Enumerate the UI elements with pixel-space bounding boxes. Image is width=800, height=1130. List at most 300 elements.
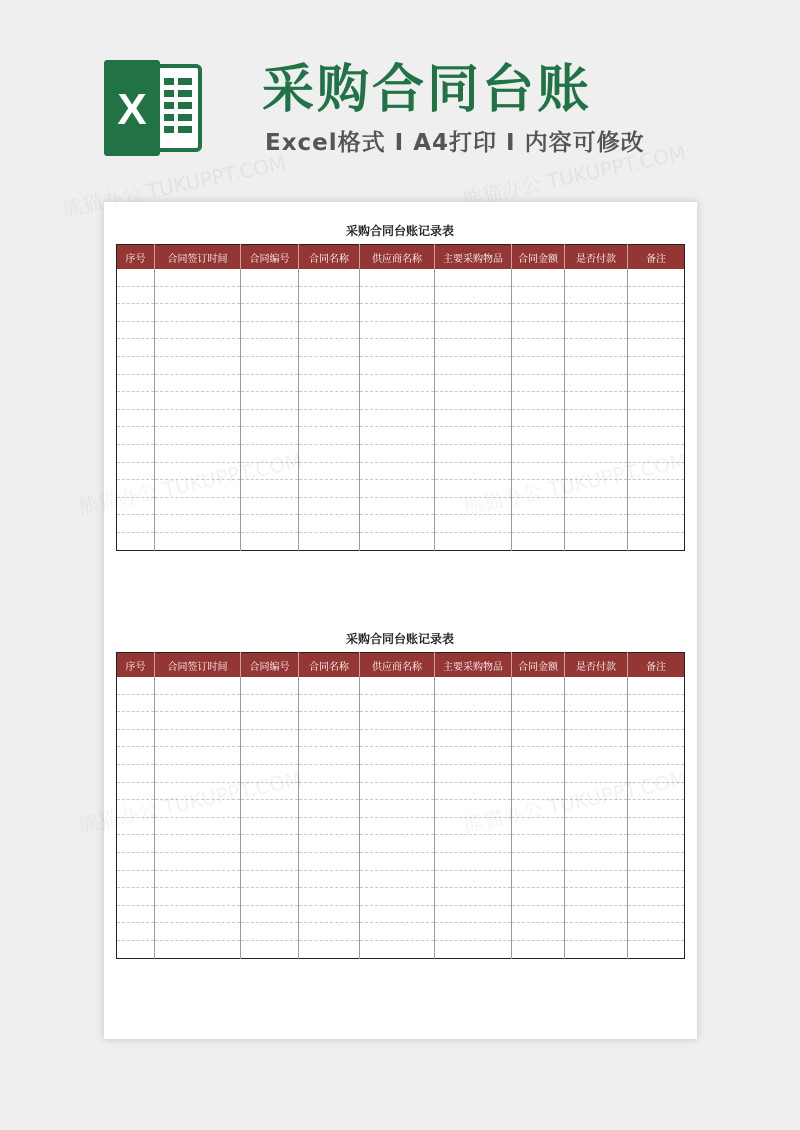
- table-cell[interactable]: [628, 870, 685, 888]
- table-cell[interactable]: [628, 729, 685, 747]
- table-cell[interactable]: [155, 677, 241, 694]
- table-cell[interactable]: [155, 286, 241, 304]
- table-cell[interactable]: [299, 817, 360, 835]
- table-cell[interactable]: [628, 712, 685, 730]
- table-cell[interactable]: [299, 940, 360, 958]
- table-cell[interactable]: [155, 940, 241, 958]
- table-cell[interactable]: [512, 870, 565, 888]
- table-cell[interactable]: [241, 427, 299, 445]
- table-cell[interactable]: [565, 870, 628, 888]
- table-cell[interactable]: [241, 304, 299, 322]
- table-cell[interactable]: [155, 870, 241, 888]
- table-cell[interactable]: [628, 764, 685, 782]
- table-cell[interactable]: [435, 852, 512, 870]
- table-cell[interactable]: [117, 321, 155, 339]
- table-cell[interactable]: [241, 729, 299, 747]
- table-cell[interactable]: [628, 409, 685, 427]
- table-cell[interactable]: [360, 480, 435, 498]
- table-cell[interactable]: [565, 747, 628, 765]
- table-cell[interactable]: [360, 497, 435, 515]
- table-cell[interactable]: [155, 694, 241, 712]
- table-row: [117, 905, 685, 923]
- table-header-row: [117, 245, 685, 270]
- table-cell[interactable]: [360, 729, 435, 747]
- table-cell[interactable]: [360, 870, 435, 888]
- table-cell[interactable]: [299, 764, 360, 782]
- table-cell[interactable]: [512, 764, 565, 782]
- table-cell[interactable]: [155, 800, 241, 818]
- table-cell[interactable]: [565, 444, 628, 462]
- table-cell[interactable]: [155, 852, 241, 870]
- table-cell[interactable]: [117, 532, 155, 550]
- table-cell[interactable]: [117, 940, 155, 958]
- table-cell[interactable]: [360, 374, 435, 392]
- table-cell[interactable]: [117, 888, 155, 906]
- table-cell[interactable]: [299, 923, 360, 941]
- table-cell[interactable]: [299, 905, 360, 923]
- table-cell[interactable]: [565, 817, 628, 835]
- table-cell[interactable]: [299, 356, 360, 374]
- watermark: 熊猫办公 TUKUPPT.COM: [460, 140, 689, 212]
- table-cell[interactable]: [117, 677, 155, 694]
- table-cell[interactable]: [241, 269, 299, 286]
- table-cell[interactable]: [241, 835, 299, 853]
- table-cell[interactable]: [241, 409, 299, 427]
- table-cell[interactable]: [299, 339, 360, 357]
- table-cell[interactable]: [435, 712, 512, 730]
- table-cell[interactable]: [299, 694, 360, 712]
- table-cell[interactable]: [435, 729, 512, 747]
- table-cell[interactable]: [360, 764, 435, 782]
- table-cell[interactable]: [299, 532, 360, 550]
- table-cell[interactable]: [155, 427, 241, 445]
- table-cell[interactable]: [241, 694, 299, 712]
- table-cell[interactable]: [241, 782, 299, 800]
- table-cell[interactable]: [360, 835, 435, 853]
- table-cell[interactable]: [565, 339, 628, 357]
- table-cell[interactable]: [155, 356, 241, 374]
- table-cell[interactable]: [360, 940, 435, 958]
- table-cell[interactable]: [628, 835, 685, 853]
- table-cell[interactable]: [117, 817, 155, 835]
- table-cell[interactable]: [512, 940, 565, 958]
- table-cell[interactable]: [628, 817, 685, 835]
- table-cell[interactable]: [512, 497, 565, 515]
- table-cell[interactable]: [117, 729, 155, 747]
- table-cell[interactable]: [565, 374, 628, 392]
- table-cell[interactable]: [512, 339, 565, 357]
- table-cell[interactable]: [565, 764, 628, 782]
- table-cell[interactable]: [241, 870, 299, 888]
- table-cell[interactable]: [299, 870, 360, 888]
- table-cell[interactable]: [299, 321, 360, 339]
- table-cell[interactable]: [155, 532, 241, 550]
- table-cell[interactable]: [241, 712, 299, 730]
- table-cell[interactable]: [628, 444, 685, 462]
- table-cell[interactable]: [565, 321, 628, 339]
- table-cell[interactable]: [117, 764, 155, 782]
- table-cell[interactable]: [155, 729, 241, 747]
- table-cell[interactable]: [299, 747, 360, 765]
- table-cell[interactable]: [565, 269, 628, 286]
- table-cell[interactable]: [435, 764, 512, 782]
- table-cell[interactable]: [299, 729, 360, 747]
- table-cell[interactable]: [360, 677, 435, 694]
- table-cell[interactable]: [435, 444, 512, 462]
- table-cell[interactable]: [512, 356, 565, 374]
- table-row: [117, 782, 685, 800]
- table-cell[interactable]: [435, 782, 512, 800]
- table-cell[interactable]: [565, 712, 628, 730]
- table-cell[interactable]: [299, 269, 360, 286]
- table-cell[interactable]: [241, 888, 299, 906]
- table-cell[interactable]: [360, 747, 435, 765]
- table-cell[interactable]: [241, 852, 299, 870]
- table-cell[interactable]: [565, 852, 628, 870]
- table-cell[interactable]: [512, 286, 565, 304]
- table-cell[interactable]: [512, 374, 565, 392]
- table-cell[interactable]: [628, 782, 685, 800]
- table-cell[interactable]: [299, 515, 360, 533]
- table-cell[interactable]: [435, 515, 512, 533]
- table-cell[interactable]: [435, 905, 512, 923]
- table-cell[interactable]: [628, 392, 685, 410]
- table-cell[interactable]: [360, 532, 435, 550]
- table-cell[interactable]: [565, 940, 628, 958]
- table-cell[interactable]: [360, 392, 435, 410]
- table-cell[interactable]: [241, 480, 299, 498]
- table-cell[interactable]: [155, 764, 241, 782]
- table-cell[interactable]: [360, 321, 435, 339]
- table-cell[interactable]: [628, 321, 685, 339]
- table-cell[interactable]: [241, 374, 299, 392]
- table-cell[interactable]: [241, 392, 299, 410]
- table-cell[interactable]: [117, 712, 155, 730]
- table-cell[interactable]: [435, 392, 512, 410]
- table-cell[interactable]: [241, 764, 299, 782]
- table-cell[interactable]: [435, 835, 512, 853]
- table-cell[interactable]: [565, 462, 628, 480]
- table-cell[interactable]: [628, 905, 685, 923]
- table-cell[interactable]: [117, 497, 155, 515]
- table-cell[interactable]: [628, 427, 685, 445]
- table-cell[interactable]: [565, 888, 628, 906]
- table-cell[interactable]: [241, 817, 299, 835]
- table-cell[interactable]: [628, 532, 685, 550]
- table-cell[interactable]: [512, 304, 565, 322]
- table-cell[interactable]: [117, 286, 155, 304]
- table-cell[interactable]: [512, 852, 565, 870]
- table-cell[interactable]: [628, 339, 685, 357]
- table-cell[interactable]: [360, 782, 435, 800]
- table-row: [117, 339, 685, 357]
- table-cell[interactable]: [360, 462, 435, 480]
- table-cell[interactable]: [512, 694, 565, 712]
- table-cell[interactable]: [435, 321, 512, 339]
- table-cell[interactable]: [565, 905, 628, 923]
- table-cell[interactable]: [435, 800, 512, 818]
- table-cell[interactable]: [565, 427, 628, 445]
- table-cell[interactable]: [117, 923, 155, 941]
- table-cell[interactable]: [299, 835, 360, 853]
- table-cell[interactable]: [299, 409, 360, 427]
- table-cell[interactable]: [628, 515, 685, 533]
- table-cell[interactable]: [360, 800, 435, 818]
- table-cell[interactable]: [435, 304, 512, 322]
- table-cell[interactable]: [628, 677, 685, 694]
- table-cell[interactable]: [435, 940, 512, 958]
- table-cell[interactable]: [241, 515, 299, 533]
- table-body: [117, 677, 685, 958]
- table-cell[interactable]: [512, 905, 565, 923]
- table-cell[interactable]: [117, 444, 155, 462]
- table-cell[interactable]: [512, 888, 565, 906]
- table-cell[interactable]: [435, 817, 512, 835]
- table-cell[interactable]: [512, 729, 565, 747]
- table-cell[interactable]: [241, 532, 299, 550]
- table-cell[interactable]: [435, 888, 512, 906]
- table-cell[interactable]: [155, 747, 241, 765]
- table-cell[interactable]: [360, 515, 435, 533]
- table-cell[interactable]: [155, 462, 241, 480]
- table-cell[interactable]: [435, 374, 512, 392]
- table-cell[interactable]: [628, 497, 685, 515]
- table-cell[interactable]: [435, 356, 512, 374]
- table-cell[interactable]: [435, 409, 512, 427]
- table-cell[interactable]: [241, 444, 299, 462]
- table-row: [117, 940, 685, 958]
- table-cell[interactable]: [360, 712, 435, 730]
- table-cell[interactable]: [628, 356, 685, 374]
- table-cell[interactable]: [155, 515, 241, 533]
- table-cell[interactable]: [155, 712, 241, 730]
- table-cell[interactable]: [117, 870, 155, 888]
- table-cell[interactable]: [360, 286, 435, 304]
- table-cell[interactable]: [241, 905, 299, 923]
- table-cell[interactable]: [512, 747, 565, 765]
- excel-logo-letter: X: [117, 85, 147, 134]
- table-cell[interactable]: [117, 374, 155, 392]
- table-cell[interactable]: [435, 427, 512, 445]
- table-cell[interactable]: [628, 462, 685, 480]
- table-cell[interactable]: [360, 817, 435, 835]
- table-cell[interactable]: [628, 286, 685, 304]
- table-cell[interactable]: [565, 409, 628, 427]
- table-cell[interactable]: [155, 835, 241, 853]
- table-cell[interactable]: [435, 694, 512, 712]
- table-cell[interactable]: [565, 677, 628, 694]
- table-cell[interactable]: [565, 392, 628, 410]
- table-cell[interactable]: [565, 923, 628, 941]
- table-cell[interactable]: [512, 427, 565, 445]
- table-cell[interactable]: [117, 694, 155, 712]
- table-cell[interactable]: [117, 269, 155, 286]
- table-cell[interactable]: [117, 747, 155, 765]
- table-cell[interactable]: [512, 817, 565, 835]
- table-cell[interactable]: [435, 269, 512, 286]
- table-cell[interactable]: [512, 782, 565, 800]
- table-cell[interactable]: [155, 304, 241, 322]
- table-cell[interactable]: [241, 940, 299, 958]
- table-cell[interactable]: [435, 497, 512, 515]
- table-cell[interactable]: [117, 339, 155, 357]
- column-header-contract-name: 合同名称: [299, 653, 360, 678]
- table-cell[interactable]: [299, 782, 360, 800]
- table-cell[interactable]: [565, 835, 628, 853]
- table-cell[interactable]: [241, 800, 299, 818]
- table-cell[interactable]: [299, 444, 360, 462]
- table-cell[interactable]: [117, 409, 155, 427]
- table-cell[interactable]: [435, 339, 512, 357]
- table-cell[interactable]: [360, 852, 435, 870]
- table-cell[interactable]: [512, 269, 565, 286]
- table-cell[interactable]: [360, 269, 435, 286]
- table-cell[interactable]: [565, 782, 628, 800]
- table-cell[interactable]: [628, 304, 685, 322]
- table-cell[interactable]: [628, 940, 685, 958]
- table-cell[interactable]: [435, 870, 512, 888]
- table-cell[interactable]: [360, 427, 435, 445]
- table-cell[interactable]: [117, 800, 155, 818]
- table-row: [117, 870, 685, 888]
- table-cell[interactable]: [241, 321, 299, 339]
- table-cell[interactable]: [155, 444, 241, 462]
- table-cell[interactable]: [117, 782, 155, 800]
- table-cell[interactable]: [299, 677, 360, 694]
- table-cell[interactable]: [155, 817, 241, 835]
- table-cell[interactable]: [512, 923, 565, 941]
- table-cell[interactable]: [299, 712, 360, 730]
- table-cell[interactable]: [512, 515, 565, 533]
- table-cell[interactable]: [628, 888, 685, 906]
- table-cell[interactable]: [241, 339, 299, 357]
- table-cell[interactable]: [241, 497, 299, 515]
- table-cell[interactable]: [360, 409, 435, 427]
- table-cell[interactable]: [241, 747, 299, 765]
- table-cell[interactable]: [299, 497, 360, 515]
- table-cell[interactable]: [117, 392, 155, 410]
- table-cell[interactable]: [117, 462, 155, 480]
- table-cell[interactable]: [117, 304, 155, 322]
- table-cell[interactable]: [512, 532, 565, 550]
- table-cell[interactable]: [628, 852, 685, 870]
- table-cell[interactable]: [241, 677, 299, 694]
- table-cell[interactable]: [117, 356, 155, 374]
- table-cell[interactable]: [299, 286, 360, 304]
- table-cell[interactable]: [117, 905, 155, 923]
- table-cell[interactable]: [155, 374, 241, 392]
- table-cell[interactable]: [628, 800, 685, 818]
- table-cell[interactable]: [435, 286, 512, 304]
- table-cell[interactable]: [512, 392, 565, 410]
- table-cell[interactable]: [628, 374, 685, 392]
- table-cell[interactable]: [565, 515, 628, 533]
- table-cell[interactable]: [117, 515, 155, 533]
- table-cell[interactable]: [155, 339, 241, 357]
- table-cell[interactable]: [360, 888, 435, 906]
- table-cell[interactable]: [360, 339, 435, 357]
- table-cell[interactable]: [299, 888, 360, 906]
- table-cell[interactable]: [565, 800, 628, 818]
- table-cell[interactable]: [155, 923, 241, 941]
- table-cell[interactable]: [512, 444, 565, 462]
- table-cell[interactable]: [565, 497, 628, 515]
- table-cell[interactable]: [117, 480, 155, 498]
- table-cell[interactable]: [155, 782, 241, 800]
- table-cell[interactable]: [628, 747, 685, 765]
- table-cell[interactable]: [155, 905, 241, 923]
- table-cell[interactable]: [299, 304, 360, 322]
- table-cell[interactable]: [241, 462, 299, 480]
- table-cell[interactable]: [299, 392, 360, 410]
- table-cell[interactable]: [512, 677, 565, 694]
- table-cell[interactable]: [360, 923, 435, 941]
- table-cell[interactable]: [512, 321, 565, 339]
- table-cell[interactable]: [155, 409, 241, 427]
- table-cell[interactable]: [155, 480, 241, 498]
- table-cell[interactable]: [155, 269, 241, 286]
- table-cell[interactable]: [512, 462, 565, 480]
- table-cell[interactable]: [155, 497, 241, 515]
- table-cell[interactable]: [512, 480, 565, 498]
- table-cell[interactable]: [241, 356, 299, 374]
- excel-icon: [104, 60, 204, 156]
- table-cell[interactable]: [299, 480, 360, 498]
- table-cell[interactable]: [435, 747, 512, 765]
- table-cell[interactable]: [565, 480, 628, 498]
- table-cell[interactable]: [241, 286, 299, 304]
- table-cell[interactable]: [155, 392, 241, 410]
- table-cell[interactable]: [299, 462, 360, 480]
- table-cell[interactable]: [435, 677, 512, 694]
- table-cell[interactable]: [117, 835, 155, 853]
- table-cell[interactable]: [155, 321, 241, 339]
- table-cell[interactable]: [565, 286, 628, 304]
- table-cell[interactable]: [565, 304, 628, 322]
- table-cell[interactable]: [360, 304, 435, 322]
- table-cell[interactable]: [565, 729, 628, 747]
- table-cell[interactable]: [565, 356, 628, 374]
- table-cell[interactable]: [299, 374, 360, 392]
- table-cell[interactable]: [360, 444, 435, 462]
- table-cell[interactable]: [435, 480, 512, 498]
- table-cell[interactable]: [435, 462, 512, 480]
- table-cell[interactable]: [117, 852, 155, 870]
- table-cell[interactable]: [565, 694, 628, 712]
- table-cell[interactable]: [565, 532, 628, 550]
- table-cell[interactable]: [299, 427, 360, 445]
- table-cell[interactable]: [628, 480, 685, 498]
- table-cell[interactable]: [628, 269, 685, 286]
- table-cell[interactable]: [299, 800, 360, 818]
- table-cell[interactable]: [360, 356, 435, 374]
- table-cell[interactable]: [628, 694, 685, 712]
- table-cell[interactable]: [360, 905, 435, 923]
- table-cell[interactable]: [155, 888, 241, 906]
- table-cell[interactable]: [512, 409, 565, 427]
- table-cell[interactable]: [628, 923, 685, 941]
- table-cell[interactable]: [299, 852, 360, 870]
- column-header-items: 主要采购物品: [435, 245, 512, 270]
- table-cell[interactable]: [512, 800, 565, 818]
- table-cell[interactable]: [512, 712, 565, 730]
- table-cell[interactable]: [117, 427, 155, 445]
- table-cell[interactable]: [241, 923, 299, 941]
- table-cell[interactable]: [435, 532, 512, 550]
- table-cell[interactable]: [360, 694, 435, 712]
- table-cell[interactable]: [512, 835, 565, 853]
- table-cell[interactable]: [435, 923, 512, 941]
